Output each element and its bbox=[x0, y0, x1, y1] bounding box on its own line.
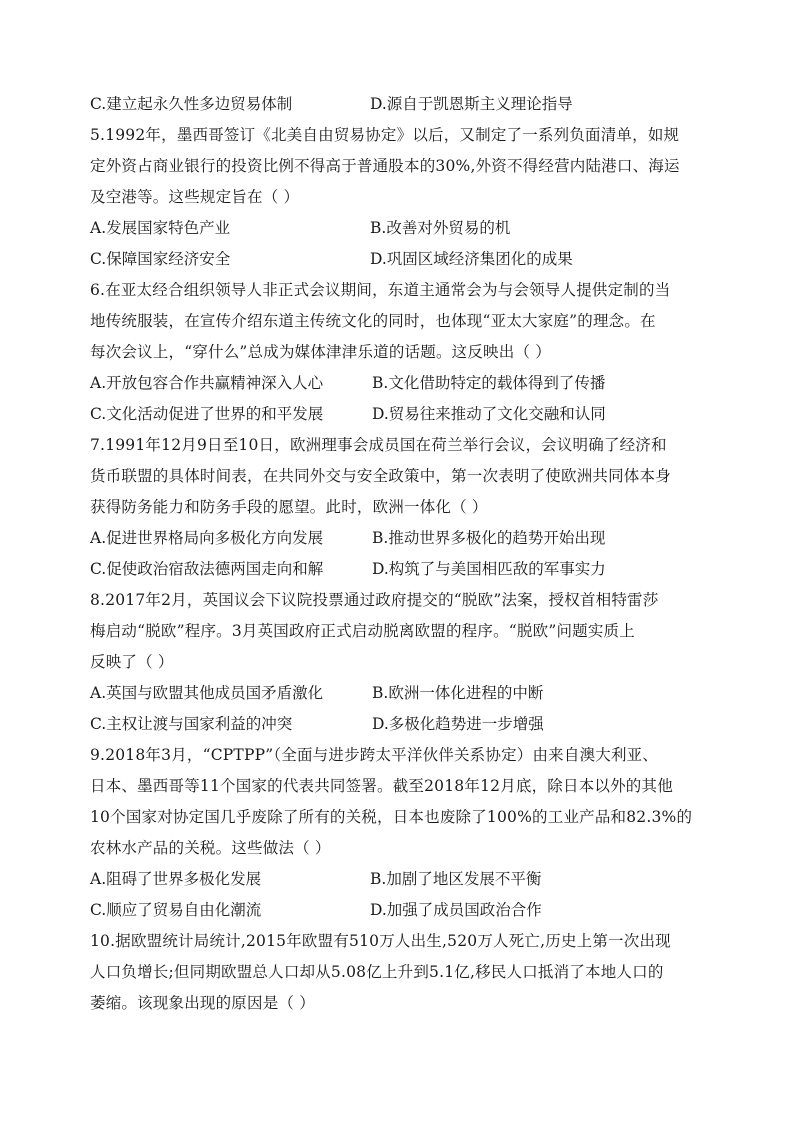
question-9-option-a: A.阻碍了世界多极化发展 bbox=[90, 870, 262, 888]
question-6-line-1: 6.在亚太经合组织领导人非正式会议期间，东道主通常会为与会领导人提供定制的当 bbox=[90, 281, 671, 299]
question-5-option-a: A.发展国家特色产业 bbox=[90, 219, 231, 237]
question-8 bbox=[90, 585, 704, 740]
question-6-line-3: 每次会议上，“穿什么”总成为媒体津津乐道的话题。这反映出（ ） bbox=[90, 343, 551, 361]
question-7-options-cd bbox=[90, 554, 704, 585]
question-10-line-2: 人口负增长;但同期欧盟总人口却从5.08亿上升到5.1亿,移民人口抵消了本地人口的 bbox=[90, 963, 664, 981]
question-6 bbox=[90, 275, 704, 430]
question-9-option-b: B.加剧了地区发展不平衡 bbox=[370, 870, 542, 888]
question-10-line-3: 萎缩。该现象出现的原因是（ ） bbox=[90, 994, 315, 1012]
question-9-options-ab bbox=[90, 864, 704, 895]
question-9-line-1: 9.2018年3月，“CPTPP”（全面与进步跨太平洋伙伴关系协定）由来自澳大利亚、 bbox=[90, 746, 659, 764]
question-8-option-d: D.多极化趋势进一步增强 bbox=[372, 715, 544, 733]
question-8-option-b: B.欧洲一体化进程的中断 bbox=[372, 684, 544, 702]
question-8-options-ab bbox=[90, 678, 704, 709]
question-9-line-4: 农林水产品的关税。这些做法（ ） bbox=[90, 839, 331, 857]
question-5-line-3: 及空港等。这些规定旨在（ ） bbox=[90, 188, 300, 206]
question-6-option-b: B.文化借助特定的载体得到了传播 bbox=[372, 374, 606, 392]
q4-option-c: C.建立起永久性多边贸易体制 bbox=[90, 95, 293, 113]
question-7-options-ab bbox=[90, 523, 704, 554]
question-5-option-d: D.巩固区域经济集团化的成果 bbox=[370, 250, 573, 268]
question-10 bbox=[90, 926, 704, 1019]
q4-options-cd bbox=[90, 89, 704, 120]
question-9-line-2: 日本、墨西哥等11个国家的代表共同签署。截至2018年12月底，除日本以外的其他 bbox=[90, 777, 673, 795]
question-9-option-d: D.加强了成员国政治合作 bbox=[370, 901, 542, 919]
question-6-options-ab bbox=[90, 368, 704, 399]
question-9-option-c: C.顺应了贸易自由化潮流 bbox=[90, 901, 262, 919]
question-5-option-c: C.保障国家经济安全 bbox=[90, 250, 231, 268]
question-6-option-a: A.开放包容合作共赢精神深入人心 bbox=[90, 374, 324, 392]
question-5-line-2: 定外资占商业银行的投资比例不得高于普通股本的30%,外资不得经营内陆港口、海运 bbox=[90, 157, 680, 175]
question-6-line-2: 地传统服装，在宣传介绍东道主传统文化的同时，也体现“亚太大家庭”的理念。在 bbox=[90, 312, 656, 330]
question-8-line-1: 8.2017年2月，英国议会下议院投票通过政府提交的“脱欧”法案，授权首相特雷莎 bbox=[90, 591, 659, 609]
question-9 bbox=[90, 740, 704, 926]
question-8-option-c: C.主权让渡与国家利益的冲突 bbox=[90, 715, 293, 733]
question-9-options-cd bbox=[90, 895, 704, 926]
question-7-option-d: D.构筑了与美国相匹敌的军事实力 bbox=[372, 560, 606, 578]
question-7-option-a: A.促进世界格局向多极化方向发展 bbox=[90, 529, 324, 547]
question-6-options-cd bbox=[90, 399, 704, 430]
question-9-line-3: 10个国家对协定国几乎废除了所有的关税，日本也废除了100%的工业产品和82.3%的 bbox=[90, 808, 693, 826]
question-7-line-2: 货币联盟的具体时间表，在共同外交与安全政策中，第一次表明了使欧洲共同体本身 bbox=[90, 467, 671, 485]
question-10-line-1: 10.据欧盟统计局统计,2015年欧盟有510万人出生,520万人死亡,历史上第一次出现 bbox=[90, 932, 671, 950]
question-8-options-cd bbox=[90, 709, 704, 740]
question-7-line-3: 获得防务能力和防务手段的愿望。此时，欧洲一体化（ ） bbox=[90, 498, 488, 516]
question-8-line-2: 梅启动“脱欧”程序。3月英国政府正式启动脱离欧盟的程序。“脱欧”问题实质上 bbox=[90, 622, 635, 640]
exam-page bbox=[90, 89, 704, 1019]
question-5-line-1: 5.1992年，墨西哥签订《北美自由贸易协定》以后，又制定了一系列负面清单，如规 bbox=[90, 126, 680, 144]
question-5-options-cd bbox=[90, 244, 704, 275]
question-7 bbox=[90, 430, 704, 585]
question-6-option-c: C.文化活动促进了世界的和平发展 bbox=[90, 405, 324, 423]
q4-option-d: D.源自于凯恩斯主义理论指导 bbox=[370, 95, 573, 113]
question-6-option-d: D.贸易往来推动了文化交融和认同 bbox=[372, 405, 606, 423]
question-7-line-1: 7.1991年12月9日至10日，欧洲理事会成员国在荷兰举行会议，会议明确了经济和 bbox=[90, 436, 667, 454]
question-7-option-c: C.促使政治宿敌法德两国走向和解 bbox=[90, 560, 324, 578]
question-7-option-b: B.推动世界多极化的趋势开始出现 bbox=[372, 529, 606, 547]
question-5-options-ab bbox=[90, 213, 704, 244]
question-8-option-a: A.英国与欧盟其他成员国矛盾激化 bbox=[90, 684, 324, 702]
question-8-line-3: 反映了（ ） bbox=[90, 653, 174, 671]
question-5 bbox=[90, 120, 704, 275]
question-5-option-b: B.改善对外贸易的机 bbox=[370, 219, 511, 237]
